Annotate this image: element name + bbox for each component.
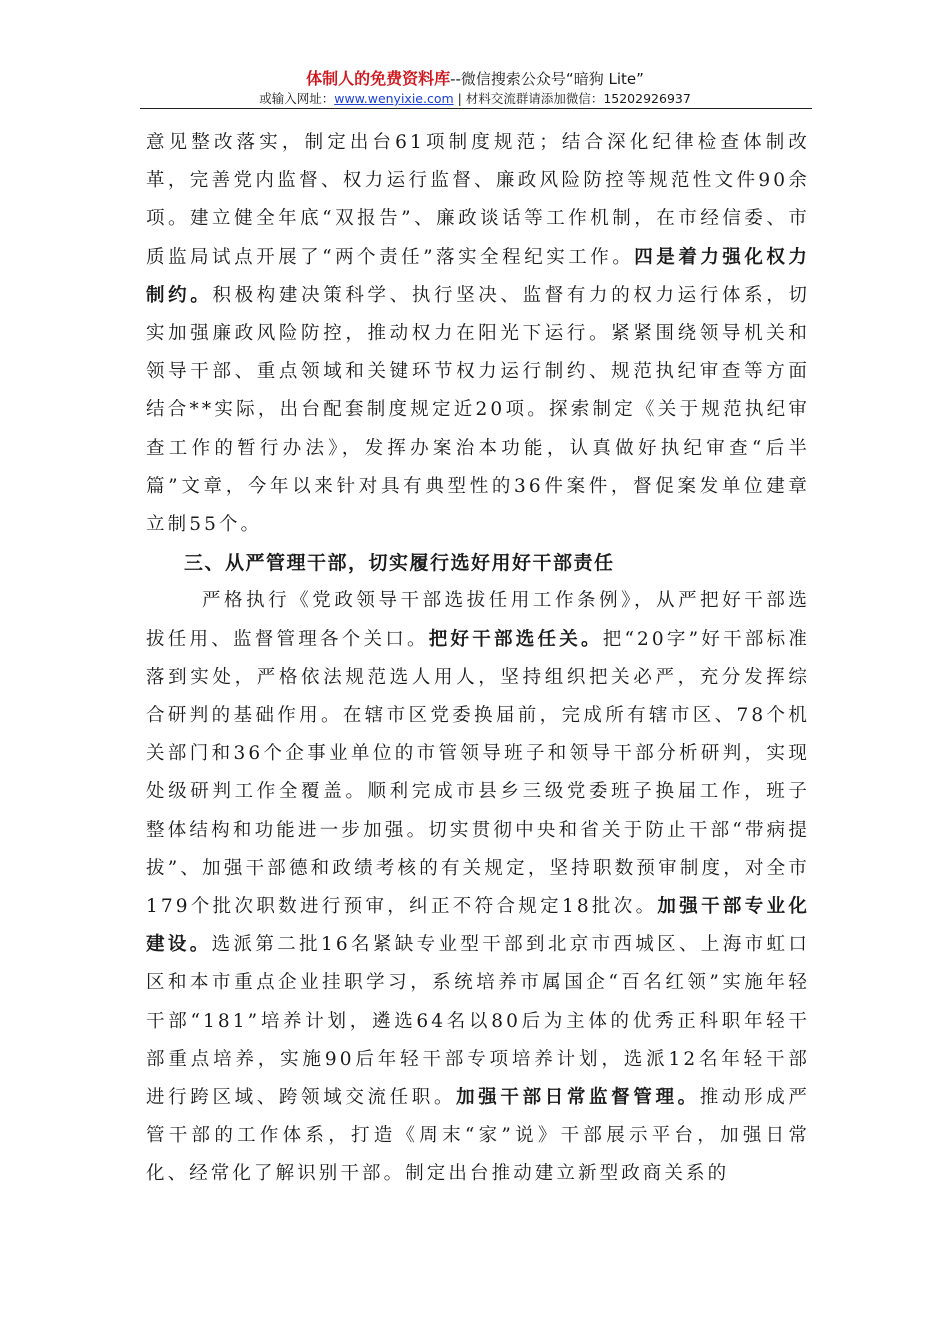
header-url-link[interactable]: www.wenyixie.com (334, 91, 454, 106)
bold-lead: 加强干部日常监督管理。 (456, 1087, 700, 1109)
header-contact: | 材料交流群请添加微信：15202926937 (453, 91, 691, 106)
header-subtitle: --微信搜索公众号“暗狗 Lite” (450, 70, 644, 88)
paragraph-continued (146, 124, 810, 544)
header-title: 体制人的免费资料库 (306, 69, 451, 88)
bold-lead: 加强干部专业化建设。 (146, 896, 811, 956)
document-header (140, 68, 810, 108)
paragraph-text: 把“20字”好干部标准落到实处，严格依法规范选人用人，坚持组织把关必严，充分发挥综合研判的基础作用。在辖市区党委换届前，完成所有辖市区、78个机关部门和36个企事业单位的市管领导班子和领导干部分析研判，实现处级研判工作全覆盖。顺利完成市县乡三级党委班子换届工作，班子整体结构和功能进一步加强。切实贯彻中央和省关于防止干部“带病提拔”、加强干部德和政绩考核的有关规定，坚持职数预审制度，对全市179个批次职数进行预审，纠正不符合规定18批次。 (146, 628, 810, 918)
header-line-2 (140, 90, 810, 108)
paragraph-text: 积极构建决策科学、执行坚决、监督有力的权力运行体系，切实加强廉政风险防控，推动权力在阳光下运行。紧紧围绕领导机关和领导干部、重点领域和关键环节权力运行制约、规范执纪审查等方面结合**实际，出台配套制度规定近20项。探索制定《关于规范执纪审查工作的暂行办法》，发挥办案治本功能，认真做好执纪审查“后半篇”文章，今年以来针对具有典型性的36件案件，督促案发单位建章立制55个。 (146, 284, 811, 536)
header-url-prefix: 或输入网址： (259, 91, 335, 106)
bold-lead: 把好干部选任关。 (428, 628, 603, 650)
header-line-1 (140, 68, 810, 90)
section-heading: 三、从严管理干部，切实履行选好用好干部责任 (184, 552, 615, 575)
paragraph-text: 严格执行《党政领导干部选拔任用工作条例》，从严把好干部选拔任用、监督管理各个关口。 (146, 590, 810, 650)
bold-lead: 四是着力强化权力制约。 (146, 246, 810, 306)
document-body (146, 124, 810, 1194)
paragraph-text: 推动形成严管干部的工作体系，打造《周末“家”说》干部展示平台，加强日常化、经常化了解识别干部。制定出台推动建立新型政商关系的 (146, 1087, 810, 1185)
section-paragraph (146, 582, 810, 1193)
header-divider (140, 108, 812, 109)
paragraph-text: 选派第二批16名紧缺专业型干部到北京市西城区、上海市虹口区和本市重点企业挂职学习，系统培养市属国企“百名红领”实施年轻干部“181”培养计划，遴选64名以80后为主体的优秀正科职年轻干部重点培养，实施90后年轻干部专项培养计划，选派12名年轻干部进行跨区域、跨领域交流任职。 (146, 934, 810, 1109)
paragraph-text: 意见整改落实，制定出台61项制度规范；结合深化纪律检查体制改革，完善党内监督、权力运行监督、廉政风险防控等规范性文件90余项。建立健全年底“双报告”、廉政谈话等工作机制，在市经信委、市质监局试点开展了“两个责任”落实全程纪实工作。 (146, 132, 810, 268)
